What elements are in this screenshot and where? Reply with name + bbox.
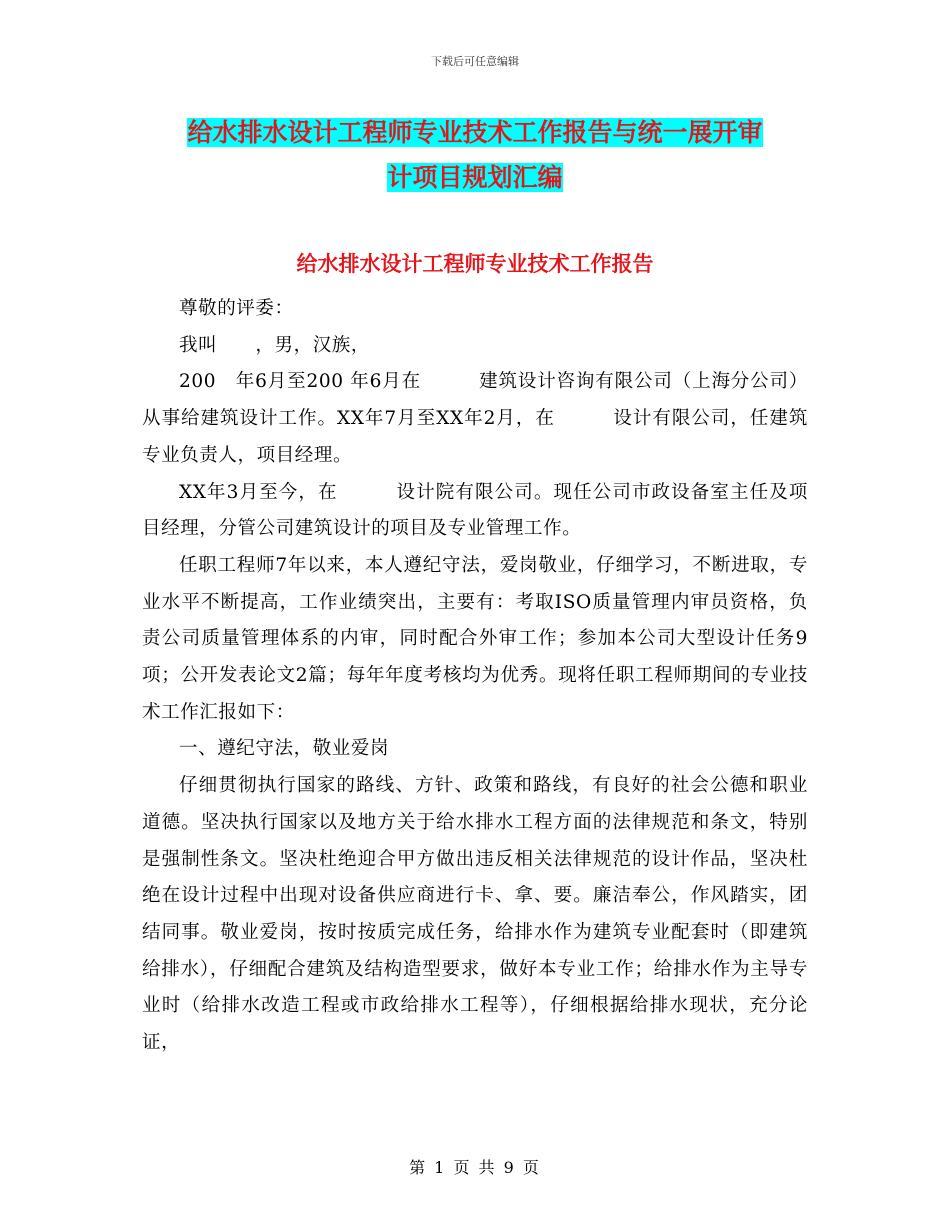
paragraph-current-position: XX年3月至今，在 设计院有限公司。现任公司市政设备室主任及项目经理，分管公司建筑设计的项目及专业管理工作。 [142,481,808,540]
section-title: 给水排水设计工程师专业技术工作报告 [296,252,654,276]
document-body [142,291,808,1062]
paragraph-salutation: 尊敬的评委： [179,298,294,319]
paragraph-achievements: 任职工程师7年以来，本人遵纪守法，爱岗敬业，仔细学习，不断进取，专业水平不断提高，工作业绩突出，主要有：考取ISO质量管理内审员资格，负责公司质量管理体系的内审，同时配合外审工作；参加本公司大型设计任务9项；公开发表论文2篇；每年年度考核均为优秀。现将任职工程师期间的专业技术工作汇报如下： [142,554,808,723]
page-header: 下载后可任意编辑 [431,55,519,68]
paragraph-intro: 我叫 ，男，汉族， [179,334,371,356]
paragraph-ethics: 仔细贯彻执行国家的路线、方针、政策和路线，有良好的社会公德和职业道德。坚决执行国家以及地方关于给水排水工程方面的法律规范和条文，特别是强制性条文。坚决杜绝迎合甲方做出违反相关法律规范的设计作品，坚决杜绝在设计过程中出现对设备供应商进行卡、拿、要。廉洁奉公，作风踏实，团结同事。敬业爱岗，按时按质完成任务，给排水作为建筑专业配套时（即建筑给排水），仔细配合建筑及结构造型要求，做好本专业工作；给排水作为主导专业时（给排水改造工程或市政给排水工程等），仔细根据给排水现状，充分论证， [142,775,808,1054]
document-title-line-2: 计项目规划汇编 [387,163,563,192]
document-title [120,110,830,200]
paragraph-work-history: 200 年6月至200 年6月在 建筑设计咨询有限公司（上海分公司）从事给建筑设计工作。XX年7月至XX年2月，在 设计有限公司，任建筑专业负责人，项目经理。 [142,371,808,466]
paragraph-section-heading-1: 一、遵纪守法，敬业爱岗 [179,738,390,760]
document-title-line-1: 给水排水设计工程师专业技术工作报告与统一展开审 [187,118,763,147]
page-footer: 第 1 页 共 9 页 [409,1158,541,1177]
